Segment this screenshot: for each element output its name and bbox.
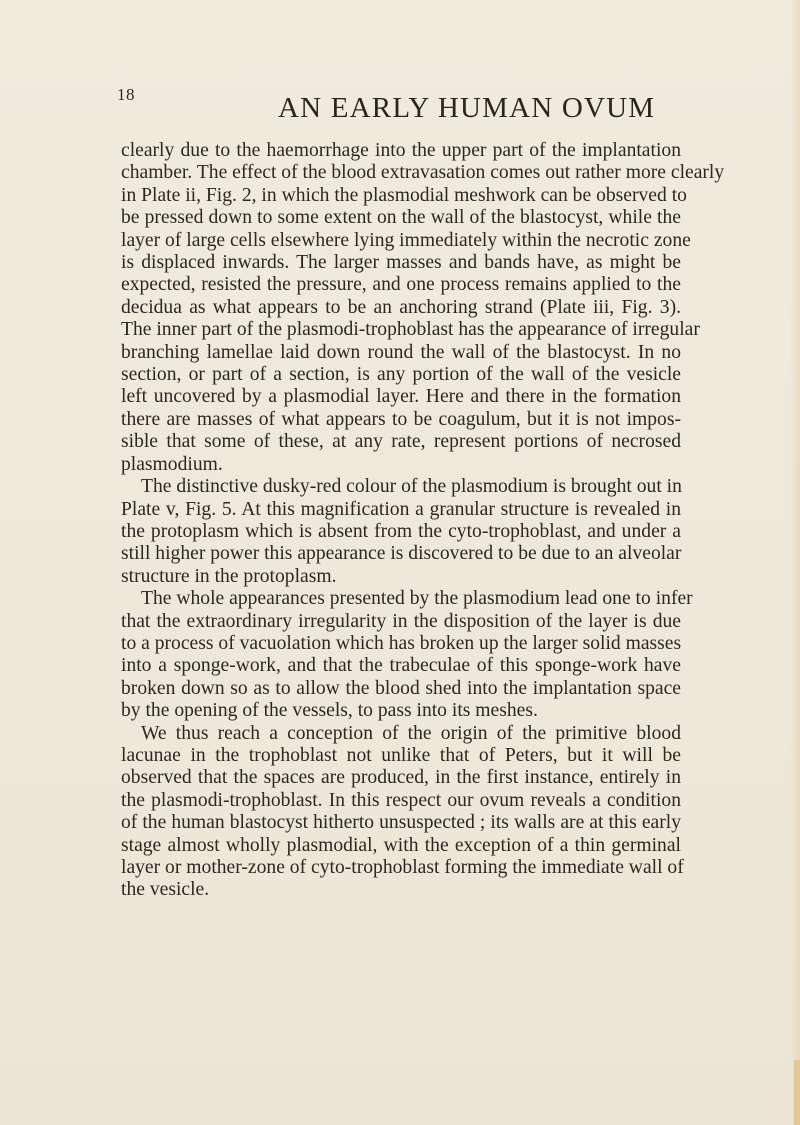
page-edge-shading xyxy=(790,0,800,1125)
running-title: AN EARLY HUMAN OVUM xyxy=(278,92,656,124)
text-line: into a sponge-work, and that the trabeculae of this sponge-work have xyxy=(121,655,681,677)
text-line: section, or part of a section, is any portion of the wall of the vesicle xyxy=(121,364,681,386)
text-line: there are masses of what appears to be coagulum, but it is not impos- xyxy=(121,408,681,430)
page-edge-stain xyxy=(794,1060,800,1125)
text-line: The whole appearances presented by the plasmodium lead one to infer xyxy=(141,588,693,610)
text-line: sible that some of these, at any rate, represent portions of necrosed xyxy=(121,431,681,453)
text-line: expected, resisted the pressure, and one process remains applied to the xyxy=(121,274,681,296)
text-line: that the extraordinary irregularity in the disposition of the layer is due xyxy=(121,610,681,632)
text-line: layer or mother-zone of cyto-trophoblast forming the immediate wall of xyxy=(121,857,684,878)
text-line: to a process of vacuolation which has broken up the larger solid masses xyxy=(121,632,682,654)
text-line: Plate v, Fig. 5. At this magnification a granular structure is revealed in xyxy=(121,498,681,520)
text-line: plasmodium. xyxy=(121,453,223,475)
text-line: layer of large cells elsewhere lying immediately within the necrotic zone xyxy=(121,229,691,251)
text-line: We thus reach a conception of the origin of the primitive blood xyxy=(141,722,681,744)
text-line: structure in the protoplasm. xyxy=(121,565,337,587)
text-line: left uncovered by a plasmodial layer. Here and there in the formation xyxy=(121,386,681,408)
text-line: lacunae in the trophoblast not unlike that of Peters, but it will be xyxy=(121,744,681,766)
text-line: clearly due to the haemorrhage into the upper part of the implantation xyxy=(121,140,681,161)
text-line: be pressed down to some extent on the wall of the blastocyst, while the xyxy=(121,207,681,229)
text-line: stage almost wholly plasmodial, with the exception of a thin germinal xyxy=(121,834,681,856)
text-line: chamber. The effect of the blood extravasation comes out rather more clearly xyxy=(121,162,725,184)
page-number: 18 xyxy=(117,85,135,104)
text-line: in Plate ii, Fig. 2, in which the plasmodial meshwork can be observed to xyxy=(121,184,687,206)
text-line: the protoplasm which is absent from the cyto-trophoblast, and under a xyxy=(121,520,681,542)
text-line: the plasmodi-trophoblast. In this respect our ovum reveals a condition xyxy=(121,789,681,811)
body-text xyxy=(121,140,725,902)
text-line: is displaced inwards. The larger masses and bands have, as might be xyxy=(121,252,681,274)
text-line: by the opening of the vessels, to pass into its meshes. xyxy=(121,700,538,722)
text-line: still higher power this appearance is discovered to be due to an alveolar xyxy=(121,543,682,565)
text-line: decidua as what appears to be an anchoring strand (Plate iii, Fig. 3). xyxy=(121,296,681,318)
text-line: The inner part of the plasmodi-trophoblast has the appearance of irregular xyxy=(121,319,700,341)
text-line: the vesicle. xyxy=(121,879,210,901)
text-line: of the human blastocyst hitherto unsuspected ; its walls are at this early xyxy=(121,812,681,834)
text-line: observed that the spaces are produced, in the first instance, entirely in xyxy=(121,767,681,789)
text-line: The distinctive dusky-red colour of the plasmodium is brought out in xyxy=(141,476,682,498)
text-line: broken down so as to allow the blood shed into the implantation space xyxy=(121,677,681,699)
text-line: branching lamellae laid down round the wall of the blastocyst. In no xyxy=(121,341,681,363)
